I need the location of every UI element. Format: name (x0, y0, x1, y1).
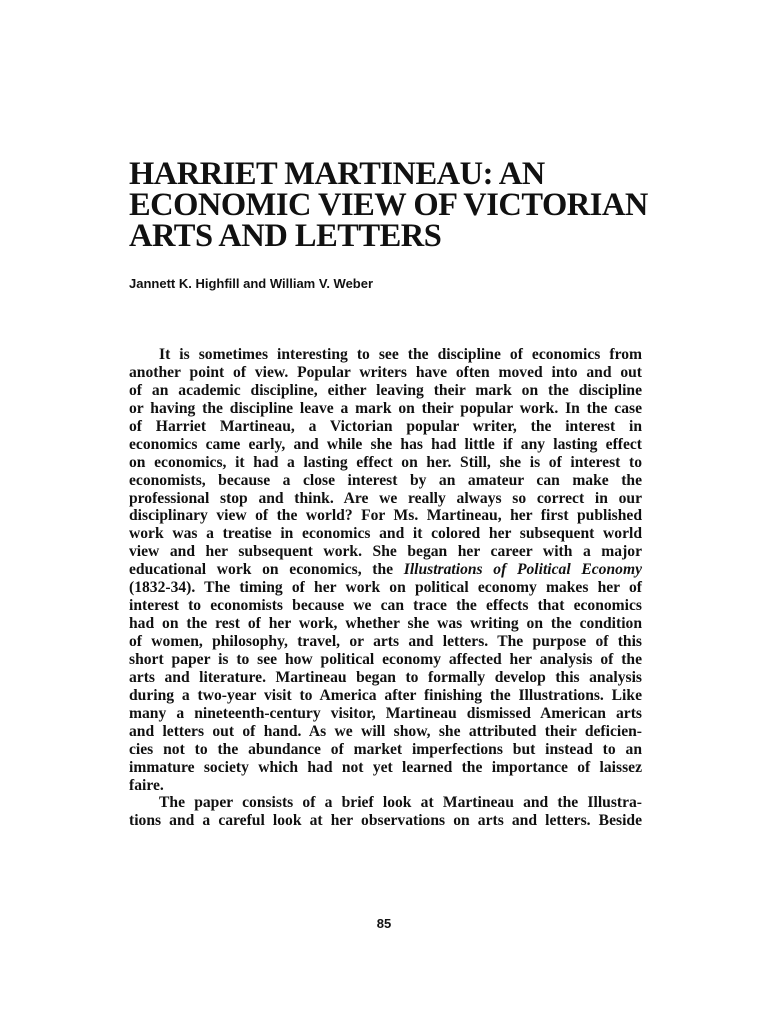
title-line: ECONOMIC VIEW OF VICTORIAN (129, 187, 648, 223)
body-line: short paper is to see how political economy affected her analysis of the (129, 650, 642, 668)
body-line: tions and a careful look at her observations on arts and letters. Beside (129, 812, 642, 830)
article-body (129, 346, 642, 830)
body-line: The paper consists of a brief look at Martineau and the Illustra- (159, 794, 642, 812)
body-line: of Harriet Martineau, a Victorian popular writer, the interest in (129, 417, 642, 435)
body-line: or having the discipline leave a mark on their popular work. In the case (129, 399, 642, 417)
body-line-text: educational work on economics, the (129, 561, 404, 579)
body-line: faire. (129, 776, 164, 794)
title-line: ARTS AND LETTERS (129, 218, 442, 254)
body-line: had on the rest of her work, whether she was writing on the condition (129, 615, 642, 633)
body-line: (1832-34). The timing of her work on political economy makes her of (129, 579, 642, 597)
body-line: many a nineteenth-century visitor, Martineau dismissed American arts (129, 704, 642, 722)
body-line: professional stop and think. Are we really always so correct in our (129, 489, 642, 507)
article-authors: Jannett K. Highfill and William V. Weber (129, 276, 374, 291)
body-line: arts and literature. Martineau began to formally develop this analysis (129, 668, 642, 686)
body-line: economics came early, and while she has had little if any lasting effect (129, 435, 642, 453)
body-line: on economics, it had a lasting effect on her. Still, she is of interest to (129, 453, 642, 471)
body-line: work was a treatise in economics and it colored her subsequent world (129, 525, 642, 543)
body-line: interest to economists because we can trace the effects that economics (129, 597, 642, 615)
body-line: disciplinary view of the world? For Ms. Martineau, her first published (129, 507, 642, 525)
body-line: immature society which had not yet learned the importance of laissez (129, 758, 642, 776)
body-line: of women, philosophy, travel, or arts and letters. The purpose of this (129, 633, 642, 650)
body-line: cies not to the abundance of market imperfections but instead to an (129, 740, 642, 758)
body-line: of an academic discipline, either leaving their mark on the discipline (129, 381, 642, 399)
body-line (129, 561, 642, 579)
illustrations-title-italic: Illustrations of Political Economy (403, 561, 643, 579)
page-number: 85 (376, 916, 392, 931)
body-line: view and her subsequent work. She began her career with a major (129, 543, 642, 561)
body-line: and letters out of hand. As we will show, she attributed their deficien- (129, 722, 642, 740)
body-line: another point of view. Popular writers have often moved into and out (129, 363, 642, 381)
body-line: It is sometimes interesting to see the discipline of economics from (159, 346, 642, 363)
title-line: HARRIET MARTINEAU: AN (129, 156, 545, 192)
body-line: economists, because a close interest by an amateur can make the (129, 471, 642, 489)
body-line: during a two-year visit to America after finishing the Illustrations. Like (129, 686, 642, 704)
article-title (129, 156, 689, 254)
